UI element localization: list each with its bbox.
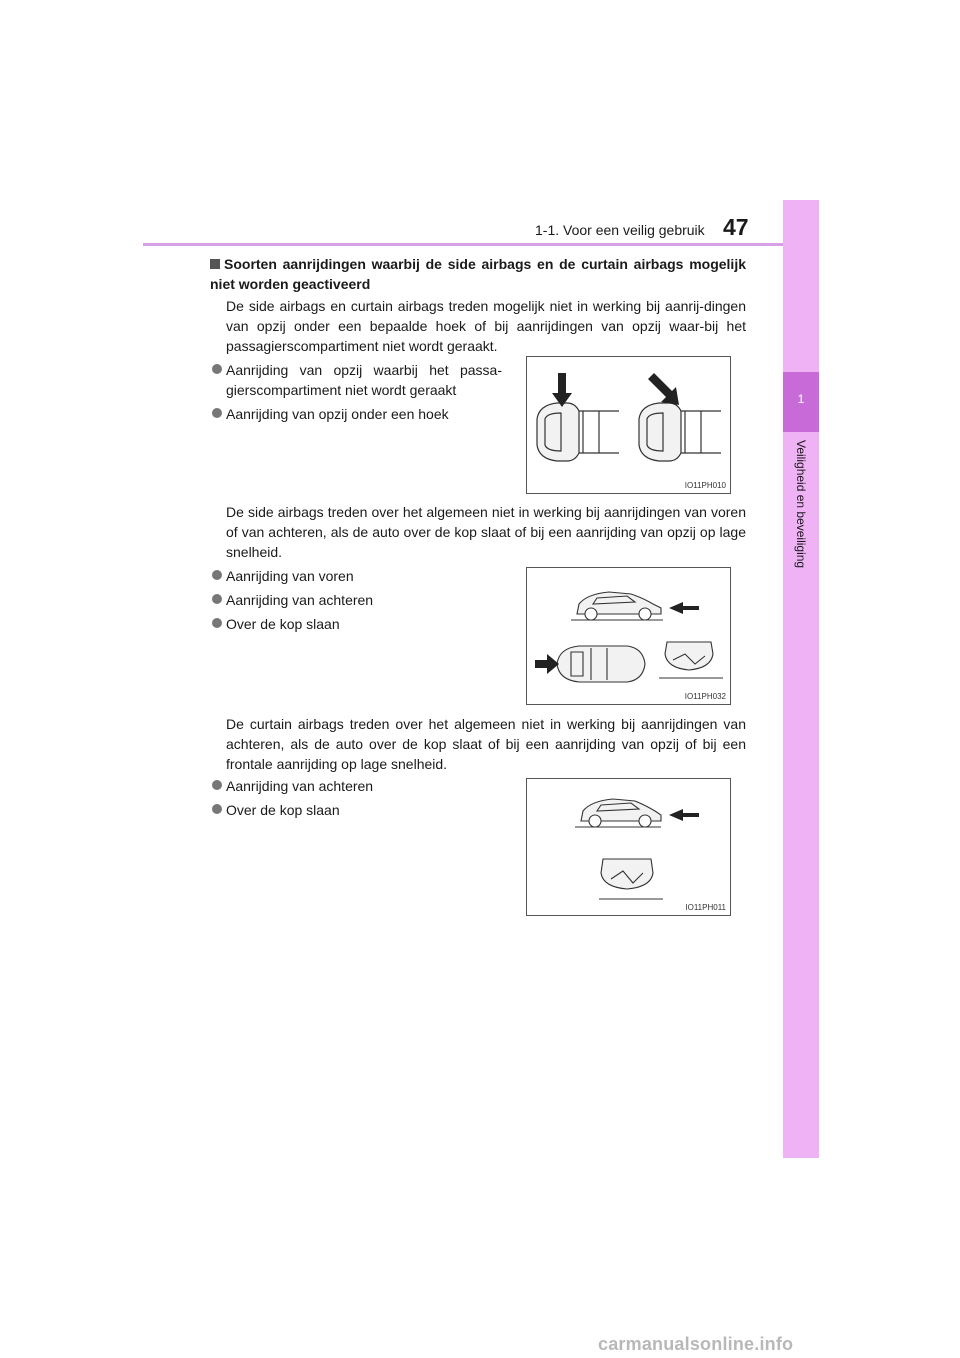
list-item-text: Aanrijding van opzij waarbij het passa-gierscompartiment niet wordt geraakt xyxy=(226,362,502,398)
bullet-dot-icon xyxy=(212,570,222,580)
list-item-text: Aanrijding van achteren xyxy=(226,592,374,608)
list-item-text: Over de kop slaan xyxy=(226,616,340,632)
watermark: carmanualsonline.info xyxy=(598,1334,794,1354)
bullet-dot-icon xyxy=(212,364,222,374)
list-item-text: Over de kop slaan xyxy=(226,802,340,818)
chapter-title: Veiligheid en beveiliging xyxy=(794,440,808,569)
list-item-text: Aanrijding van opzij onder een hoek xyxy=(226,406,449,422)
bullet-dot-icon xyxy=(212,594,222,604)
chapter-number: 1 xyxy=(797,392,805,406)
bullet-dot-icon xyxy=(212,408,222,418)
square-bullet-icon xyxy=(210,259,220,269)
list-item-text: Aanrijding van achteren xyxy=(226,778,374,794)
list-item xyxy=(210,614,502,634)
section-title: 1-1. Voor een veilig gebruik xyxy=(535,222,705,238)
paragraph-curtain-airbags: De curtain airbags treden over het algemeen niet in werking bij aanrijdingen van achteren, als de auto over de kop slaat of bij een aanrijding van opzij of bij een frontale aanrijding op lage snelheid. xyxy=(226,716,746,772)
bullet-dot-icon xyxy=(212,804,222,814)
side-impact-illustration xyxy=(527,357,730,493)
list-item xyxy=(210,776,502,796)
bullet-list-1 xyxy=(210,360,502,428)
intro-paragraph: De side airbags en curtain airbags treden mogelijk niet in werking bij aanrij-dingen van opzij onder een bepaalde hoek of bij aanrijdingen van opzij waar-bij het passagierscompartiment niet wordt geraakt. xyxy=(226,298,746,354)
heading-text: Soorten aanrijdingen waarbij de side airbags en de curtain airbags mogelijk niet worden geactiveerd xyxy=(210,256,746,292)
page-number: 47 xyxy=(723,214,749,240)
rear-rollover-illustration xyxy=(527,779,730,915)
subsection-heading xyxy=(210,254,746,294)
list-item xyxy=(210,566,502,586)
bullet-list-2 xyxy=(210,566,502,638)
figure-rear-rollover xyxy=(526,778,731,916)
figure-code: IO11PH011 xyxy=(685,903,726,912)
paragraph-side-airbags: De side airbags treden over het algemeen niet in werking bij aanrijdingen van voren of van achteren, als de auto over de kop slaat of bij een aanrijding van opzij op lage snelheid. xyxy=(226,504,746,560)
list-item xyxy=(210,800,502,820)
list-item xyxy=(210,404,502,424)
figure-front-rear-rollover xyxy=(526,567,731,705)
figure-code: IO11PH010 xyxy=(684,481,726,490)
chapter-tab xyxy=(783,200,819,1158)
bullet-list-3 xyxy=(210,776,502,824)
header-rule xyxy=(143,243,819,246)
list-item xyxy=(210,360,502,400)
list-item-text: Aanrijding van voren xyxy=(226,568,354,584)
figure-code: IO11PH032 xyxy=(684,692,726,701)
front-rear-rollover-illustration xyxy=(527,568,730,704)
figure-side-impact xyxy=(526,356,731,494)
bullet-dot-icon xyxy=(212,780,222,790)
list-item xyxy=(210,590,502,610)
bullet-dot-icon xyxy=(212,618,222,628)
